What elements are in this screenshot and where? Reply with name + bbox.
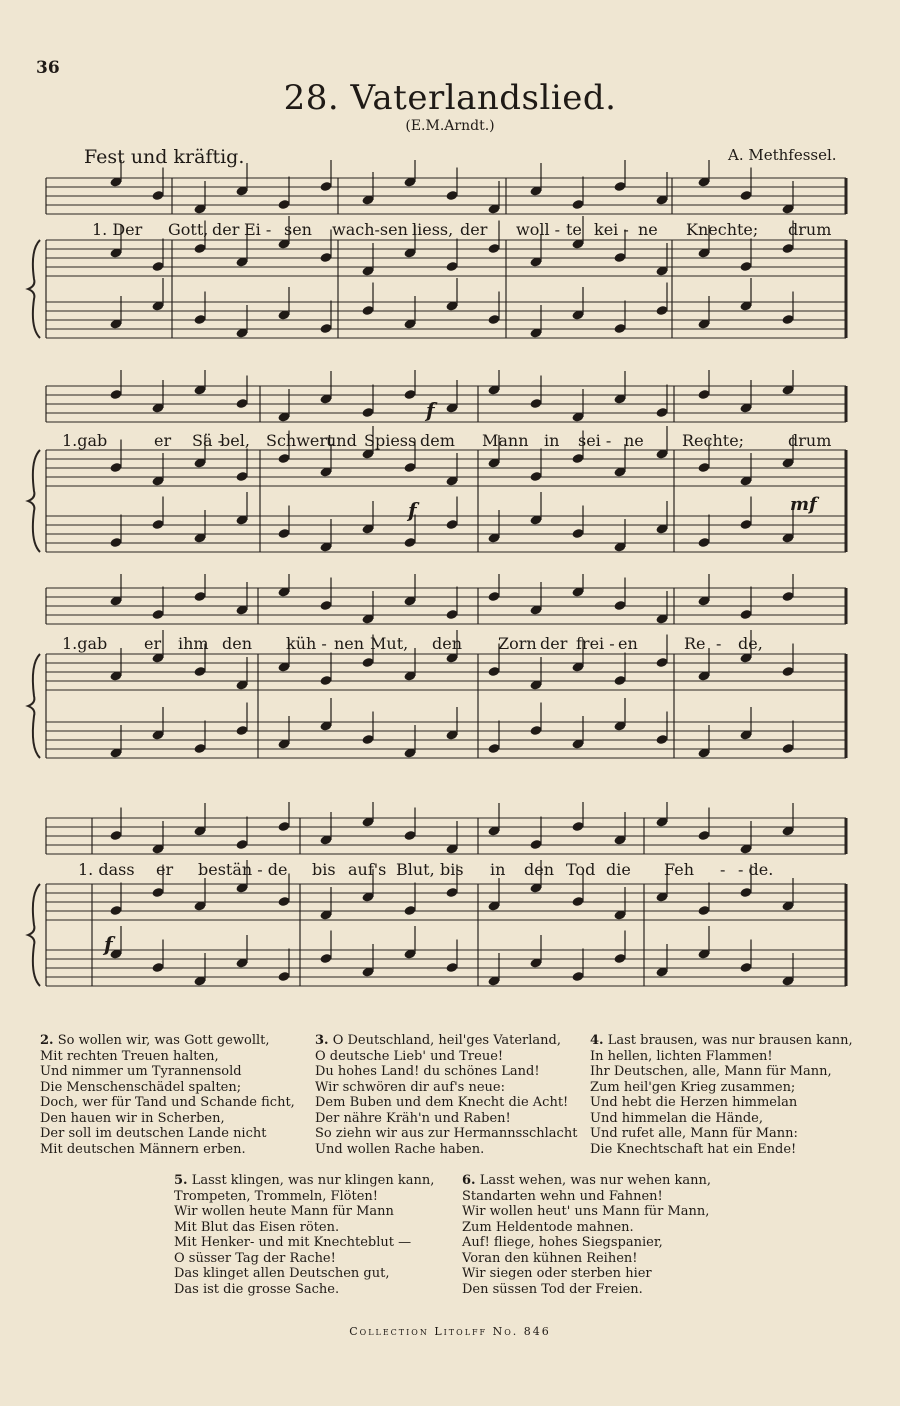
verse-6 [462, 1173, 711, 1297]
lyric-syllable: bis [312, 860, 336, 879]
lyric-syllable: bestän - de [198, 860, 288, 879]
dynamic-marking: f [104, 932, 113, 956]
lyric-syllable: den [222, 634, 253, 653]
verse-line: Das klinget allen Deutschen gut, [174, 1266, 390, 1281]
lyric-syllable: ihm [178, 634, 209, 653]
verse-number: 2. [40, 1033, 54, 1048]
lyric-syllable: Knechte; [686, 220, 759, 239]
verse-line: Trompeten, Trommeln, Flöten! [174, 1188, 378, 1204]
lyric-syllable: Sä - [192, 431, 223, 450]
verse-line: Ihr Deutschen, alle, Mann für Mann, [590, 1064, 832, 1079]
lyric-syllable: en [618, 634, 638, 653]
lyric-syllable: 1. Der [92, 220, 143, 239]
lyric-syllable: drum [788, 220, 832, 239]
dynamic-marking: mf [790, 494, 817, 515]
lyric-syllable: in [544, 431, 560, 450]
lyric-syllable: 1.gab [62, 431, 108, 450]
lyric-syllable: woll - [516, 220, 561, 239]
lyric-syllable: te [566, 220, 582, 239]
tempo-marking: Fest und kräftig. [84, 146, 245, 168]
music-system-4 [0, 802, 900, 1022]
lyric-syllable: küh - [286, 634, 327, 653]
verse-line: Wir schwören dir auf's neue: [315, 1079, 505, 1095]
verse-line: O süsser Tag der Rache! [174, 1250, 336, 1266]
verse-line: Dem Buben und dem Knecht die Acht! [315, 1095, 569, 1110]
lyric-syllable: Schwert [266, 431, 334, 450]
lyric-syllable: der [540, 634, 568, 653]
verse-line: Und himmelan die Hände, [590, 1110, 763, 1126]
composer: A. Methfessel. [728, 146, 837, 164]
lyric-syllable: wach-sen [332, 220, 408, 239]
lyric-syllable: er [156, 860, 174, 879]
lyric-syllable: Mann [482, 431, 529, 450]
lyric-syllable: Mut, [370, 634, 409, 653]
lyric-syllable: Tod [566, 860, 596, 879]
verse-number: 3. [315, 1033, 329, 1048]
verse-line: Mit Blut das Eisen röten. [174, 1219, 340, 1235]
verse-line: Zum heil'gen Krieg zusammen; [590, 1079, 796, 1095]
dynamic-marking: f [408, 498, 417, 522]
grand-staff-brace [28, 884, 40, 986]
verse-number: 4. [590, 1033, 604, 1048]
lyric-syllable: Rechte; [682, 431, 745, 450]
staff-lines [0, 160, 900, 370]
verse-line: Und rufet alle, Mann für Mann: [590, 1126, 798, 1141]
music-system-3 [0, 574, 900, 794]
lyric-syllable: bis [440, 860, 464, 879]
verse-line: So ziehn wir aus zur Hermannsschlacht [315, 1126, 578, 1141]
music-system-2 [0, 370, 900, 580]
lyricist: (E.M.Arndt.) [405, 118, 495, 134]
lyric-syllable: - de. [738, 860, 774, 879]
song-title: 28. Vaterlandslied. [283, 78, 617, 118]
verse-2 [40, 1033, 295, 1157]
music-system-1 [0, 160, 900, 370]
verse-line: Den hauen wir in Scherben, [40, 1110, 225, 1126]
verse-line: Und hebt die Herzen himmelan [590, 1095, 798, 1110]
verse-line: Mit deutschen Männern erben. [40, 1141, 246, 1157]
verse-line: Mit Henker- und mit Knechteblut — [174, 1235, 412, 1250]
lyric-syllable: - [720, 860, 726, 879]
verse-line: Der nähre Kräh'n und Raben! [315, 1110, 511, 1126]
lyric-syllable: er [154, 431, 172, 450]
lyric-syllable: liess, [412, 220, 454, 239]
verse-line: 4. Last brausen, was nur brausen kann, [590, 1033, 853, 1048]
lyric-syllable: die [606, 860, 631, 879]
verse-line: Standarten wehn und Fahnen! [462, 1188, 663, 1204]
verse-line: 6. Lasst wehen, was nur wehen kann, [462, 1173, 711, 1188]
lyric-syllable: Zorn [498, 634, 537, 653]
verse-line: Wir wollen heut' uns Mann für Mann, [462, 1204, 710, 1219]
verse-line: Voran den kühnen Reihen! [462, 1250, 638, 1266]
lyric-syllable: den [432, 634, 463, 653]
verse-3 [315, 1033, 577, 1157]
grand-staff-brace [28, 450, 40, 552]
lyric-syllable: Re [684, 634, 706, 653]
verse-5 [174, 1173, 434, 1297]
verse-line: Du hohes Land! du schönes Land! [315, 1064, 540, 1079]
lyric-syllable: Ei - [244, 220, 272, 239]
lyric-syllable: Spiess [364, 431, 417, 450]
verse-line: 3. O Deutschland, heil'ges Vaterland, [315, 1033, 561, 1048]
verse-line: Wir wollen heute Mann für Mann [174, 1204, 394, 1219]
lyric-syllable: kei - [594, 220, 629, 239]
verse-line: O deutsche Lieb' und Treue! [315, 1048, 504, 1064]
staff-lines [0, 370, 900, 580]
grand-staff-brace [28, 240, 40, 338]
verse-line: Das ist die grosse Sache. [174, 1281, 340, 1297]
lyric-syllable: Gott, [168, 220, 209, 239]
lyric-syllable: sei - [578, 431, 612, 450]
lyric-syllable: bel, [220, 431, 250, 450]
verse-number: 6. [462, 1173, 476, 1188]
verse-line: Und nimmer um Tyrannensold [40, 1064, 242, 1079]
verse-line: 2. So wollen wir, was Gott gewollt, [40, 1033, 270, 1048]
lyric-syllable: der [212, 220, 240, 239]
verse-line: Und wollen Rache haben. [315, 1141, 485, 1157]
verse-line: Die Knechtschaft hat ein Ende! [590, 1141, 797, 1157]
verse-line: Mit rechten Treuen halten, [40, 1048, 219, 1064]
lyric-syllable: den [524, 860, 555, 879]
verse-4 [590, 1033, 853, 1157]
lyric-syllable: frei - [576, 634, 615, 653]
lyric-syllable: ne [638, 220, 658, 239]
verse-number: 5. [174, 1173, 188, 1188]
lyric-syllable: auf's [348, 860, 387, 879]
lyric-syllable: ne [624, 431, 644, 450]
lyric-syllable: sen [284, 220, 312, 239]
grand-staff-brace [28, 654, 40, 758]
staff-lines [0, 574, 900, 794]
lyric-syllable: - [716, 634, 722, 653]
staff-lines [0, 802, 900, 1022]
lyric-syllable: Blut, [396, 860, 435, 879]
lyric-syllable: Feh [664, 860, 694, 879]
lyric-syllable: drum [788, 431, 832, 450]
lyric-syllable: dem [420, 431, 455, 450]
lyric-syllable: nen [334, 634, 365, 653]
verse-line: 5. Lasst klingen, was nur klingen kann, [174, 1173, 435, 1188]
lyric-syllable: der [460, 220, 488, 239]
lyric-syllable: er [144, 634, 162, 653]
lyric-syllable: 1. dass [78, 860, 135, 879]
publisher-footer: Collection Litolff No. 846 [349, 1325, 551, 1338]
lyric-syllable: 1.gab [62, 634, 108, 653]
verse-line: Wir siegen oder sterben hier [462, 1266, 652, 1281]
lyric-syllable: de, [738, 634, 763, 653]
verse-line: Den süssen Tod der Freien. [462, 1281, 643, 1297]
verse-line: Zum Heldentode mahnen. [462, 1219, 634, 1235]
verse-line: In hellen, lichten Flammen! [590, 1048, 773, 1064]
lyric-syllable: und [326, 431, 357, 450]
verse-line: Die Menschenschädel spalten; [40, 1079, 242, 1095]
verse-line: Auf! fliege, hohes Siegspanier, [462, 1235, 663, 1250]
dynamic-marking: f [426, 398, 435, 422]
verse-line: Doch, wer für Tand und Schande ficht, [40, 1095, 295, 1110]
lyric-syllable: in [490, 860, 506, 879]
page-number: 36 [36, 58, 60, 78]
verse-line: Der soll im deutschen Lande nicht [40, 1126, 267, 1141]
